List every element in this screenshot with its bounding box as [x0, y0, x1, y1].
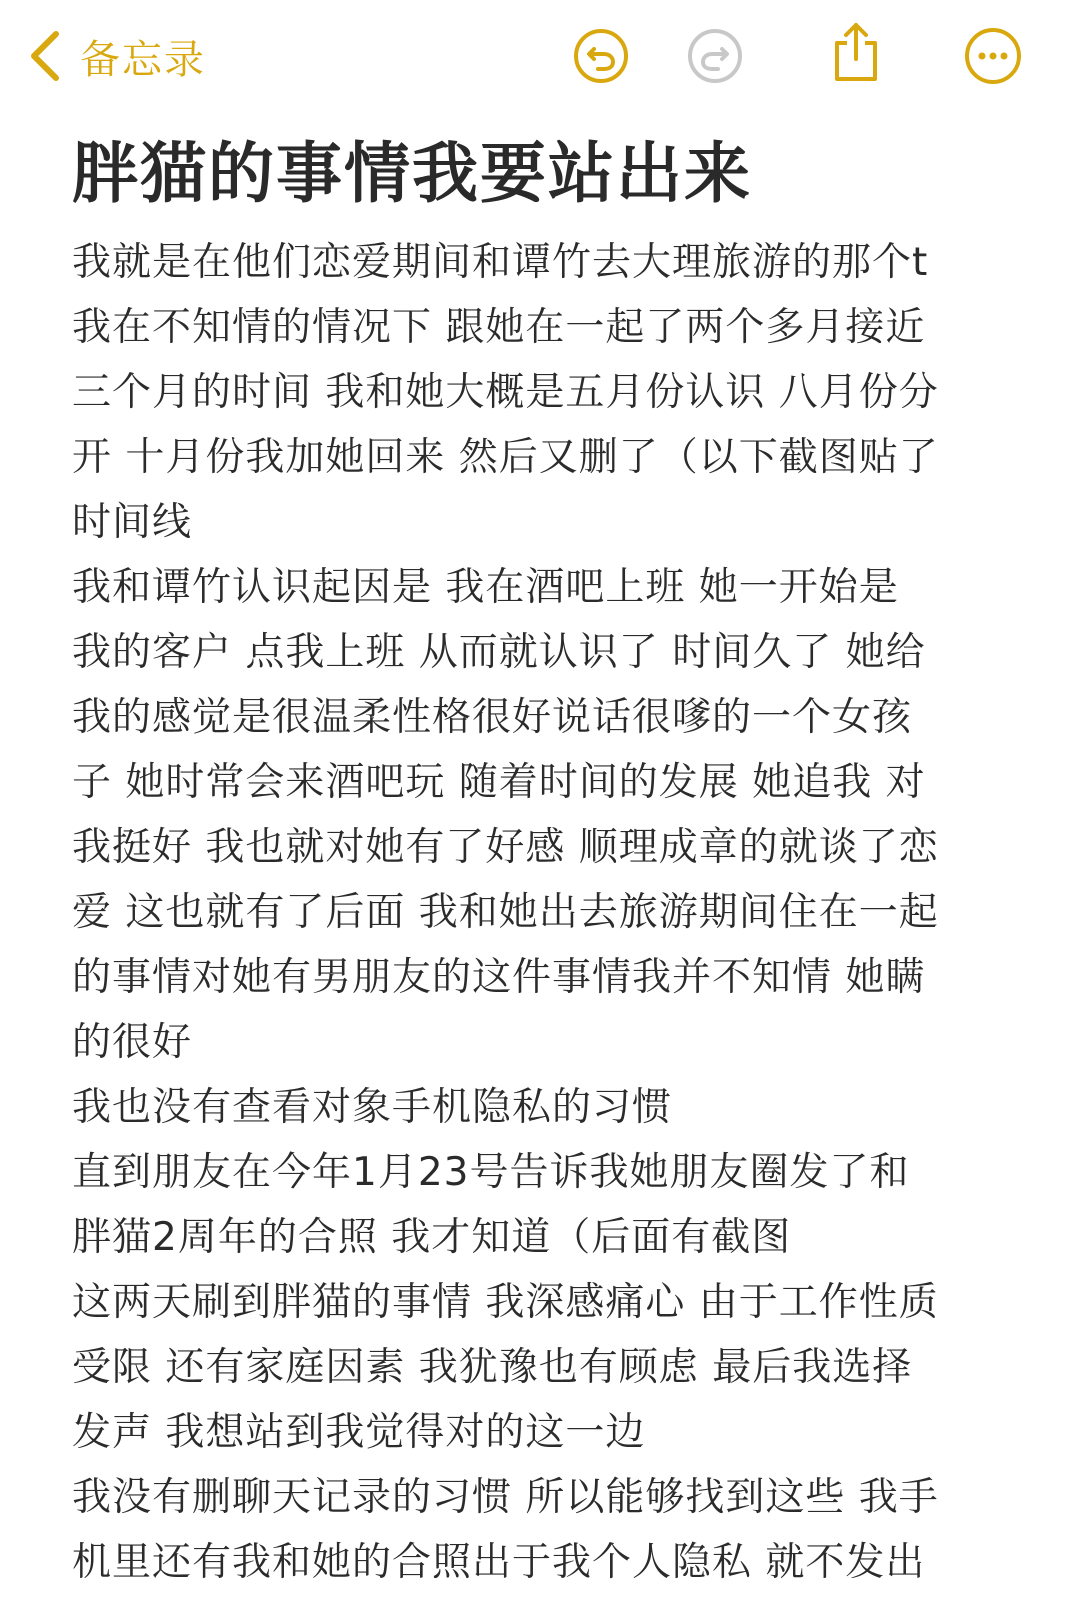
note-line: 直到朋友在今年1月23号告诉我她朋友圈发了和	[72, 1150, 910, 1195]
note-line: 我的客户 点我上班 从而就认识了 时间久了 她给	[72, 630, 926, 675]
more-button[interactable]	[963, 26, 1023, 86]
chevron-left-icon	[28, 28, 62, 84]
share-button[interactable]	[826, 22, 886, 82]
navigation-toolbar	[0, 0, 1080, 112]
undo-icon	[572, 27, 630, 85]
more-icon	[963, 26, 1023, 86]
note-line: 三个月的时间 我和她大概是五月份认识 八月份分	[72, 370, 939, 415]
redo-button[interactable]	[685, 26, 745, 86]
note-line: 爱 这也就有了后面 我和她出去旅游期间住在一起	[72, 890, 939, 935]
note-line: 我没有删聊天记录的习惯 所以能够找到这些 我手	[72, 1475, 939, 1520]
note-line: 我和谭竹认识起因是 我在酒吧上班 她一开始是	[72, 565, 899, 610]
note-line: 我就是在他们恋爱期间和谭竹去大理旅游的那个t	[72, 240, 929, 285]
note-line: 我挺好 我也就对她有了好感 顺理成章的就谈了恋	[72, 825, 939, 870]
note-line: 我也没有查看对象手机隐私的习惯	[72, 1085, 673, 1130]
note-line: 子 她时常会来酒吧玩 随着时间的发展 她追我 对	[72, 760, 926, 805]
note-line: 受限 还有家庭因素 我犹豫也有顾虑 最后我选择	[72, 1345, 913, 1390]
share-icon	[827, 19, 885, 85]
note-line: 的很好	[72, 1020, 193, 1065]
note-line: 的事情对她有男朋友的这件事情我并不知情 她瞒	[72, 955, 926, 1000]
note-line: 我的感觉是很温柔性格很好说话很嗲的一个女孩	[72, 695, 913, 740]
note-line: 这两天刷到胖猫的事情 我深感痛心 由于工作性质	[72, 1280, 939, 1325]
note-title: 胖猫的事情我要站出来	[72, 135, 752, 212]
redo-icon	[686, 27, 744, 85]
note-content[interactable]	[72, 128, 1032, 1610]
note-line: 胖猫2周年的合照 我才知道（后面有截图	[72, 1215, 792, 1260]
note-line: 我在不知情的情况下 跟她在一起了两个多月接近	[72, 305, 926, 350]
note-line: 机里还有我和她的合照出于我个人隐私 就不发出	[72, 1540, 926, 1585]
back-label: 备忘录	[80, 36, 206, 83]
note-body	[72, 230, 1032, 1610]
note-line: 发声 我想站到我觉得对的这一边	[72, 1410, 646, 1455]
back-button[interactable]	[28, 24, 206, 88]
note-line: 时间线	[72, 500, 193, 545]
undo-button[interactable]	[571, 26, 631, 86]
note-line: 开 十月份我加她回来 然后又删了（以下截图贴了	[72, 435, 939, 480]
